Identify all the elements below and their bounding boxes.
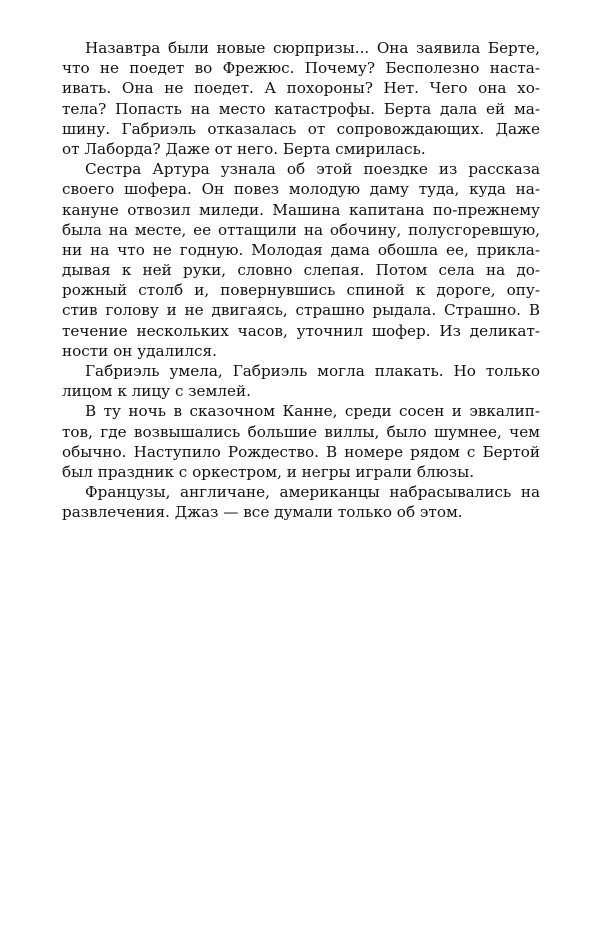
text-line: ности он удалился. bbox=[62, 341, 217, 360]
text-line: дывая к ней руки, словно слепая. Потом села на до- bbox=[62, 261, 540, 280]
text-line: был праздник с оркестром, и негры играли блюзы. bbox=[62, 462, 475, 481]
text-line: стив голову и не двигаясь, страшно рыдала. Страшно. В bbox=[62, 301, 540, 320]
text-line: Габриэль умела, Габриэль могла плакать. Но только bbox=[85, 362, 540, 380]
text-line: тела? Попасть на место катастрофы. Берта дала ей ма- bbox=[62, 99, 540, 118]
text-line: кануне отвозил миледи. Машина капитана по-прежнему bbox=[62, 200, 540, 219]
text-line: была на месте, ее оттащили на обочину, полусгоревшую, bbox=[62, 220, 540, 239]
book-page-text bbox=[62, 38, 540, 523]
paragraph bbox=[62, 159, 540, 361]
text-line: Назавтра были новые сюрпризы... Она заявила Берте, bbox=[85, 39, 540, 57]
paragraph bbox=[62, 401, 540, 482]
paragraph bbox=[62, 361, 540, 401]
paragraph bbox=[62, 38, 540, 159]
text-line: шину. Габриэль отказалась от сопровождающих. Даже bbox=[62, 119, 540, 138]
text-line: рожный столб и, повернувшись спиной к дороге, опу- bbox=[62, 281, 540, 300]
text-line: Сестра Артура узнала об этой поездке из рассказа bbox=[85, 160, 540, 179]
text-line: своего шофера. Он повез молодую даму туда, куда на- bbox=[62, 180, 540, 199]
text-line: от Лаборда? Даже от него. Берта смирилась. bbox=[62, 139, 426, 158]
text-line: ни на что не годную. Молодая дама обошла ее, прикла- bbox=[62, 240, 540, 259]
text-line: развлечения. Джаз — все думали только об этом. bbox=[62, 503, 463, 522]
text-line: ивать. Она не поедет. А похороны? Нет. Чего она хо- bbox=[62, 79, 540, 98]
text-line: тов, где возвышались большие виллы, было шумнее, чем bbox=[62, 422, 540, 441]
text-line: обычно. Наступило Рождество. В номере рядом с Бертой bbox=[62, 442, 540, 461]
text-line: В ту ночь в сказочном Канне, среди сосен и эвкалип- bbox=[85, 402, 540, 421]
text-line: Французы, англичане, американцы набрасывались на bbox=[85, 483, 540, 502]
paragraph bbox=[62, 482, 540, 522]
text-line: течение нескольких часов, уточнил шофер. Из деликат- bbox=[62, 321, 540, 340]
text-line: что не поедет во Фрежюс. Почему? Бесполезно наста- bbox=[62, 59, 540, 78]
text-line: лицом к лицу с землей. bbox=[62, 382, 251, 401]
